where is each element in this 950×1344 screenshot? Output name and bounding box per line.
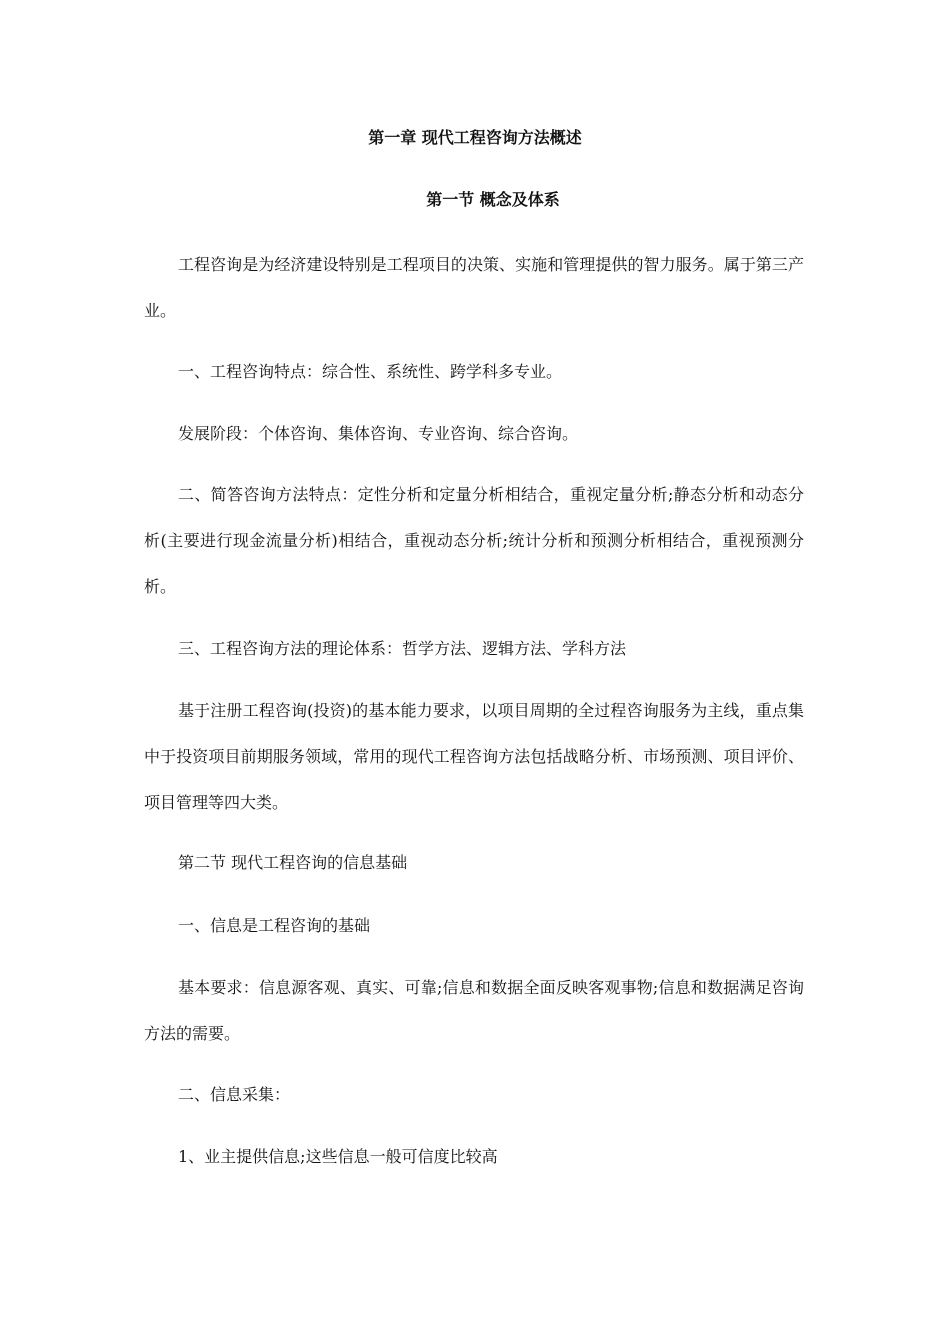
paragraph-info-foundation: 一、信息是工程咨询的基础 — [178, 916, 371, 935]
paragraph-owner-info: 1、业主提供信息;这些信息一般可信度比较高 — [178, 1147, 498, 1166]
paragraph-theory-system: 三、工程咨询方法的理论体系：哲学方法、逻辑方法、学科方法 — [178, 639, 627, 658]
paragraph-method-features: 二、简答咨询方法特点：定性分析和定量分析相结合，重视定量分析;静态分析和动态分析(主要进行现金流量分析)相结合，重视动态分析;统计分析和预测分析相结合，重视预测分析。 — [144, 485, 804, 596]
paragraph-intro: 工程咨询是为经济建设特别是工程项目的决策、实施和管理提供的智力服务。属于第三产业。 — [144, 255, 804, 320]
paragraph-info-collection: 二、信息采集： — [178, 1085, 291, 1104]
chapter-title: 第一章 现代工程咨询方法概述 — [368, 128, 582, 147]
paragraph-stages: 发展阶段：个体咨询、集体咨询、专业咨询、综合咨询。 — [178, 424, 579, 443]
paragraph-section-two-title: 第二节 现代工程咨询的信息基础 — [178, 853, 408, 872]
section-title: 第一节 概念及体系 — [426, 190, 560, 209]
paragraph-features: 一、工程咨询特点：综合性、系统性、跨学科多专业。 — [178, 362, 563, 381]
paragraph-requirements: 基本要求：信息源客观、真实、可靠;信息和数据全面反映客观事物;信息和数据满足咨询方法的需要。 — [144, 978, 804, 1043]
paragraph-basis: 基于注册工程咨询(投资)的基本能力要求，以项目周期的全过程咨询服务为主线，重点集中于投资项目前期服务领域，常用的现代工程咨询方法包括战略分析、市场预测、项目评价、项目管理等四大类。 — [144, 701, 804, 812]
